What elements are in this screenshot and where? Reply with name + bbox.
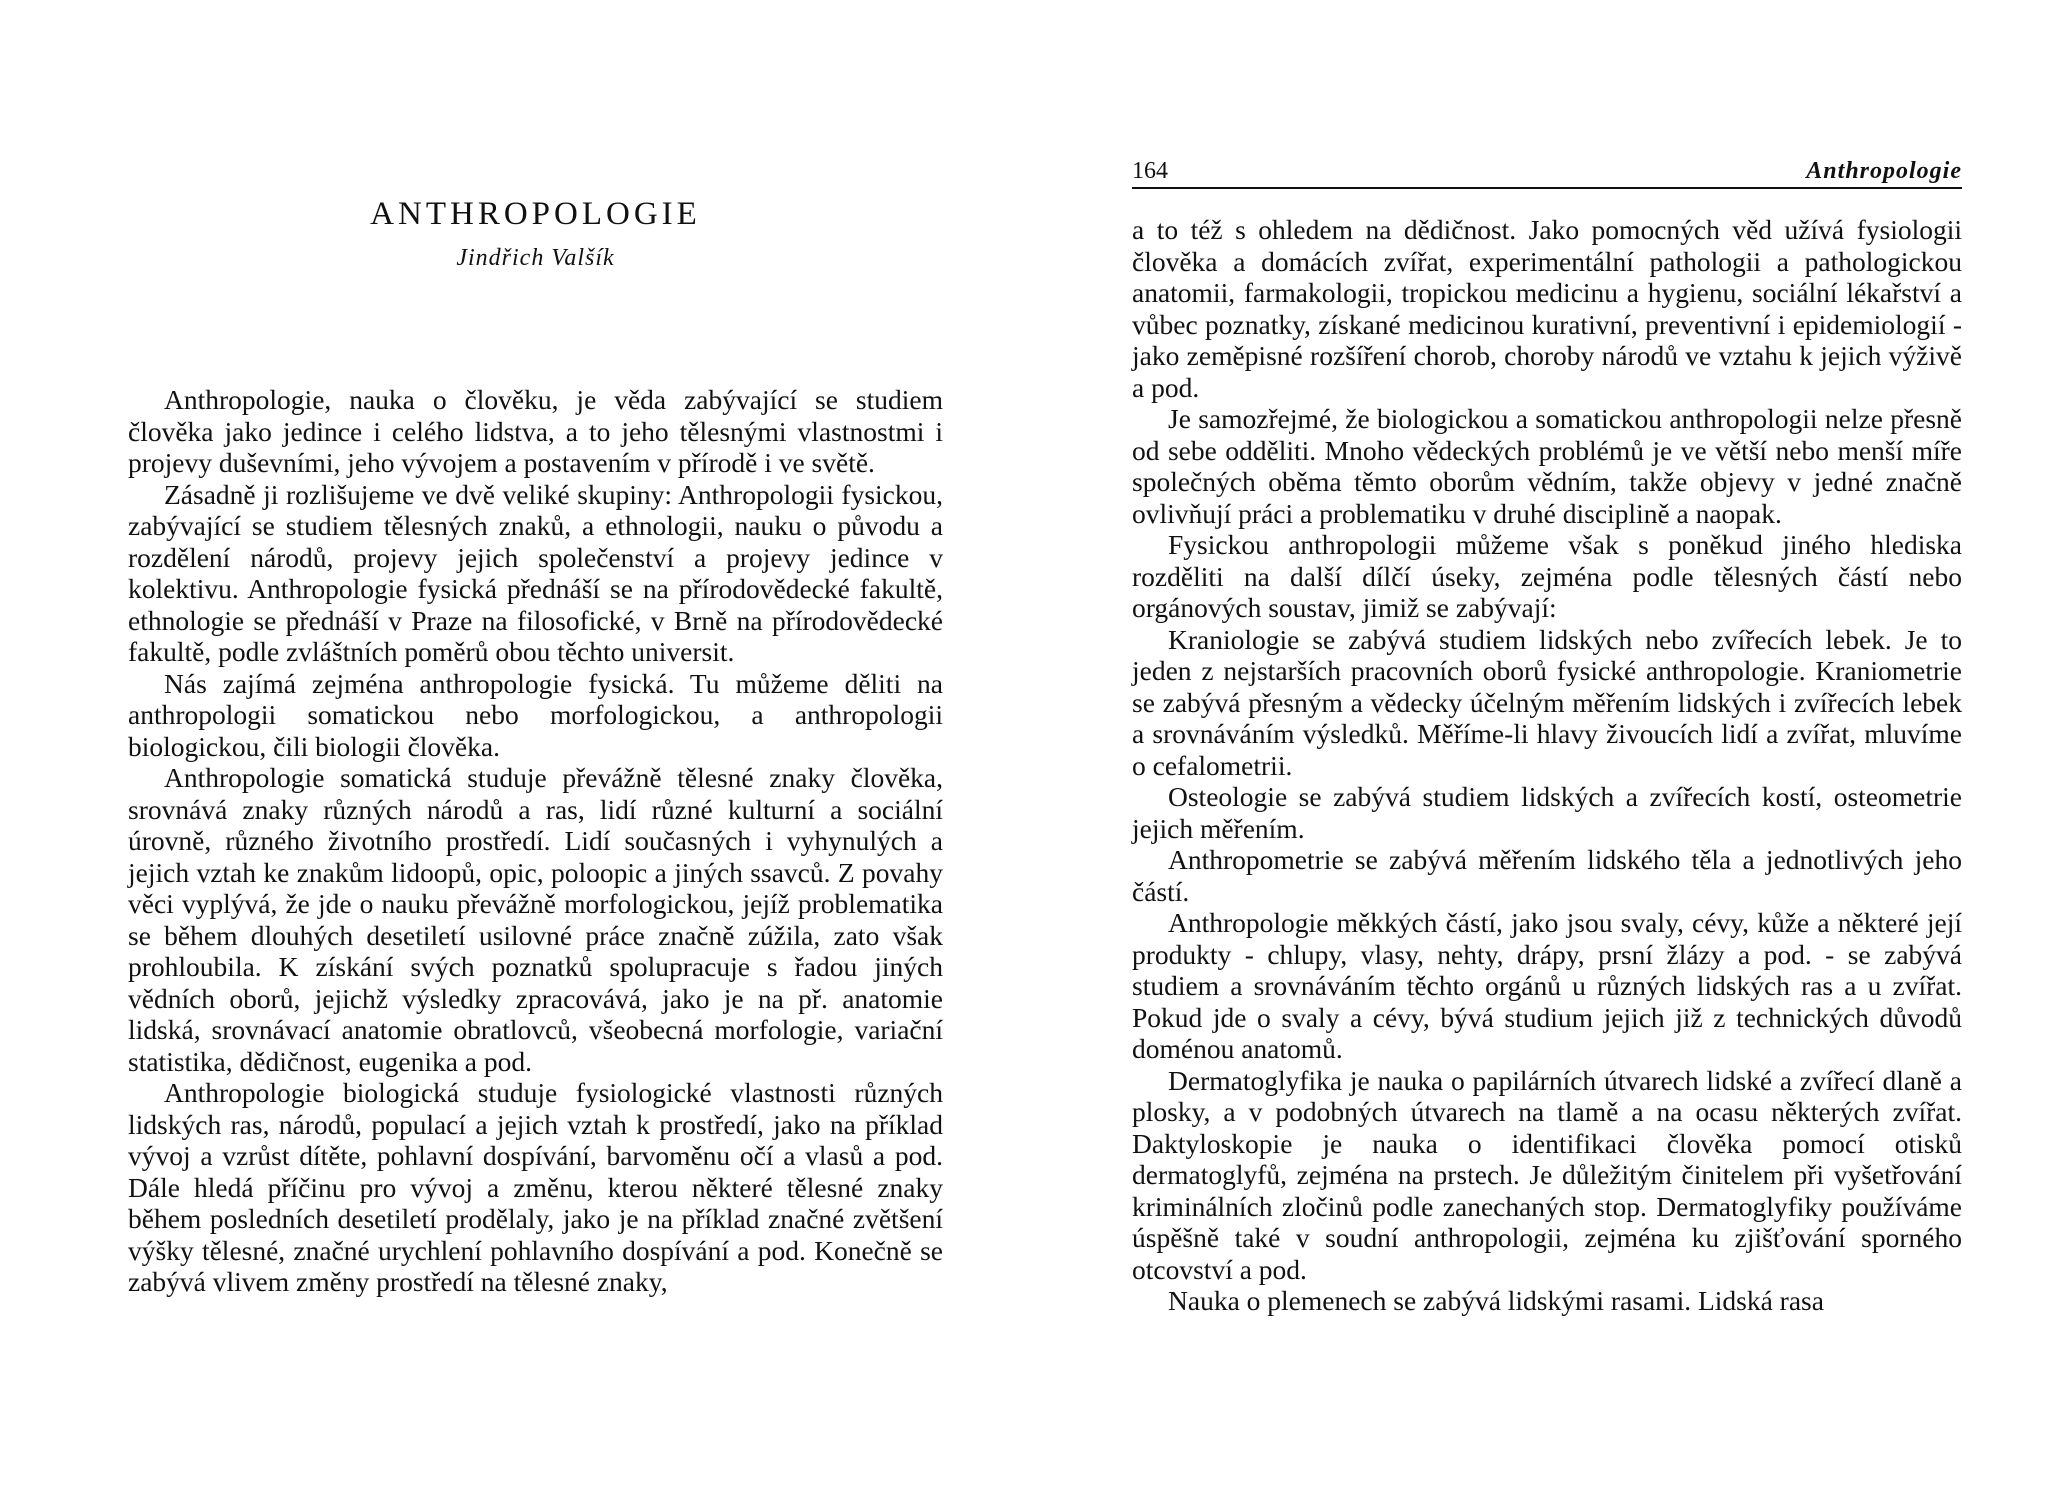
paragraph: Je samozřejmé, že biologickou a somatickou anthropologii nelze přesně od sebe odděliti. Mnoho vědeckých problémů je ve větší nebo menší míře společných oběma těmto oborům vědním, takže objevy v jedné značně ovlivňují práci a problematiku v druhé disciplině a naopak. [1132,403,1962,529]
paragraph: Dermatoglyfika je nauka o papilárních útvarech lidské a zvířecí dlaně a plosky, a v podobných útvarech na tlamě a na ocasu některých zvířat. Daktyloskopie je nauka o identifikaci člověka pomocí otisků dermatoglyfů, zejména na prstech. Je důležitým činitelem při vyšetřování kriminálních zločinů podle zanechaných stop. Dermatoglyfiky používáme úspěšně také v soudní anthropologii, zejména ku zjišťování sporného otcovství a pod. [1132,1064,1962,1285]
paragraph: Osteologie se zabývá studiem lidských a zvířecích kostí, osteometrie jejich měřením. [1132,781,1962,844]
paragraph: Fysickou anthropologii můžeme však s poněkud jiného hlediska rozděliti na další dílčí úseky, zejména podle tělesných částí nebo orgánových soustav, jimiž se zabývají: [1132,529,1962,623]
page-header [1132,153,1962,189]
chapter-title: ANTHROPOLOGIE [370,196,701,232]
paragraph: Anthropologie somatická studuje převážně tělesné znaky člověka, srovnává znaky různých národů a ras, lidí různé kulturní a sociální úrovně, různého životního prostředí. Lidí současných i vyhynulých a jejich vztah ke znakům lidoopů, opic, poloopic a jiných ssavců. Z povahy věci vyplývá, že jde o nauku převážně morfologickou, jejíž problematika se během dlouhých desetiletí usilovné práce značně zúžila, zato však prohloubila. K získání svých poznatků spolupracuje s řadou jiných vědních oborů, jejichž výsledky zpracovává, jako je na př. anatomie lidská, srovnávací anatomie obratlovců, všeobecná morfologie, variační statistika, dědičnost, eugenika a pod. [128,762,943,1077]
left-page-body [128,384,943,1298]
paragraph-continued: a to též s ohledem na dědičnost. Jako pomocných věd užívá fysiologii člověka a domácích zvířat, experimentální pathologii a pathologickou anatomii, farmakologii, tropickou medicinu a hygienu, sociální lékařství a vůbec poznatky, získané medicinou kurativní, preventivní i epidemiologií - jako zeměpisné rozšíření chorob, choroby národů ve vztahu k jejich výživě a pod. [1132,214,1962,403]
paragraph: Nás zajímá zejména anthropologie fysická. Tu můžeme děliti na anthropologii somatickou nebo morfologickou, a anthropologii biologickou, čili biologii člověka. [128,667,943,762]
running-head: Anthropologie [1806,158,1962,184]
page-number: 164 [1132,158,1168,184]
paragraph: Anthropometrie se zabývá měřením lidského těla a jednotlivých jeho částí. [1132,844,1962,907]
paragraph: Anthropologie biologická studuje fysiologické vlastnosti různých lidských ras, národů, populací a jejich vztah k prostředí, jako na příklad vývoj a vzrůst dítěte, pohlavní dospívání, barvoměnu očí a vlasů a pod. Dále hledá příčinu pro vývoj a změnu, kterou některé tělesné znaky během posledních desetiletí prodělaly, jako je na příklad značné zvětšení výšky tělesné, značné urychlení pohlavního dospívání a pod. Konečně se zabývá vlivem změny prostředí na tělesné znaky, [128,1077,943,1297]
paragraph: Zásadně ji rozlišujeme ve dvě veliké skupiny: Anthropologii fysickou, zabývající se studiem tělesných znaků, a ethnologii, nauku o původu a rozdělení národů, projevy jejich společenství a projevy jedince v kolektivu. Anthropologie fysická přednáší se na přírodovědecké fakultě, ethnologie se přednáší v Praze na filosofické, v Brně na přírodovědecké fakultě, podle zvláštních poměrů obou těchto universit. [128,478,943,667]
paragraph: Kraniologie se zabývá studiem lidských nebo zvířecích lebek. Je to jeden z nejstarších pracovních oborů fysické anthropologie. Kraniometrie se zabývá přesným a vědecky účelným měřením lidských i zvířecích lebek a srovnáváním výsledků. Měříme-li hlavy živoucích lidí a zvířat, mluvíme o cefalometrii. [1132,623,1962,781]
right-page-body [1132,214,1962,1317]
chapter-author: Jindřich Valšík [456,245,615,271]
paragraph: Anthropologie, nauka o člověku, je věda zabývající se studiem člověka jako jedince i celého lidstva, a to jeho tělesnými vlastnostmi i projevy duševními, jeho vývojem a postavením v přírodě i ve světě. [128,384,943,478]
paragraph: Nauka o plemenech se zabývá lidskými rasami. Lidská rasa [1168,1285,1824,1316]
paragraph: Anthropologie měkkých částí, jako jsou svaly, cévy, kůže a některé její produkty - chlupy, vlasy, nehty, drápy, prsní žlázy a pod. - se zabývá studiem a srovnáváním těchto orgánů u různých lidských ras a u zvířat. Pokud jde o svaly a cévy, bývá studium jejich již z technických důvodů doménou anatomů. [1132,907,1962,1064]
